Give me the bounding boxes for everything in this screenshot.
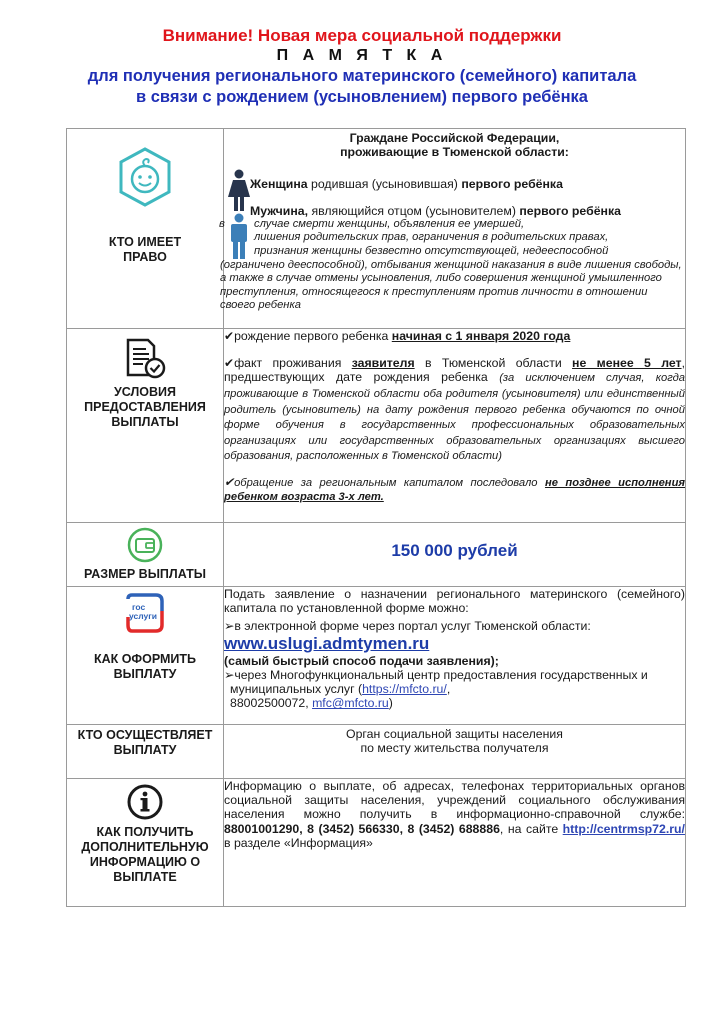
note-line-3: признания женщины безвестно отсутствующей, недееспособной	[254, 245, 609, 257]
apply-intro: Подать заявление о назначении регионального материнского (семейного) капитала по установленной форме можно:	[224, 587, 685, 616]
note-line-2: лишения родительских прав, ограничения в родительских правах,	[254, 231, 609, 244]
document-check-icon	[122, 337, 168, 381]
note-line-1: случае смерти женщины, объявления ее умершей,	[254, 217, 525, 230]
info-table	[66, 128, 686, 907]
mfc-email[interactable]: mfc@mfcto.ru	[312, 696, 389, 711]
arrow-icon: ➢	[224, 619, 235, 634]
citizens-heading-1: Граждане Российской Федерации,	[349, 131, 560, 145]
content-pays	[224, 725, 686, 779]
check-icon: ✔	[224, 474, 235, 489]
condition-2: ✔факт проживания заявителя в Тюменской области не менее 5 лет, предшествующих дате рождения ребенка (за исключением случая, когда проживающие в Тюменской области оба родителя (усыновителя) или единственный родитель (усыновитель) на дату рождения первого ребенка обучаются по очной форме обучения в государственных профессиональных образовательных организациях или государственных образовательных организациях высшего образования, расположенных в Тюменской области)	[224, 356, 685, 463]
row-more-info	[67, 779, 686, 907]
check-icon: ✔	[224, 329, 235, 343]
label-apply: КАК ОФОРМИТЬ ВЫПЛАТУ	[93, 652, 197, 681]
wallet-icon	[127, 527, 163, 563]
portal-link[interactable]: www.uslugi.admtymen.ru	[224, 633, 430, 653]
baby-face-icon	[115, 147, 175, 207]
apply-option-online: ➢в электронной форме через портал услуг Тюменской области:	[224, 619, 591, 634]
label-who: КТО ИМЕЕТ ПРАВО	[108, 235, 182, 264]
pays-line-1: Орган социальной защиты населения	[346, 727, 563, 741]
header-subtitle-1: для получения регионального материнского (семейного) капитала	[87, 67, 637, 85]
label-pays: КТО ОСУЩЕСТВЛЯЕТ ВЫПЛАТУ	[77, 728, 213, 757]
content-info: Информацию о выплате, об адресах, телефонах территориальных органов социальной защиты населения, учреждений социального обслуживания населения можно получить в информационно-справочной службе: 88001001290, 8 (3452) 566330, 8 (3452) 688886, на сайте http://centrmsp72.ru/ в разделе «Информация»	[224, 779, 686, 907]
row-how-apply	[67, 587, 686, 725]
row-amount	[67, 523, 686, 587]
label-cell-pays	[67, 725, 224, 779]
mfc-phone: 88002500072,	[230, 696, 313, 711]
row-conditions	[67, 329, 686, 523]
citizens-heading-2: проживающие в Тюменской области:	[340, 145, 569, 160]
content-who	[219, 129, 686, 329]
label-cell-info	[67, 779, 224, 907]
man-bold: Мужчина,	[250, 203, 309, 218]
check-icon: ✔	[224, 356, 235, 371]
info-phones: 88001001290, 8 (3452) 566330, 8 (3452) 688886	[224, 821, 500, 836]
info-icon	[126, 783, 164, 821]
condition-3: ✔обращение за региональным капиталом последовало не позднее исполнения ребенком возраста 3-х лет.	[224, 474, 685, 503]
content-conditions	[224, 329, 686, 523]
content-apply	[224, 587, 686, 725]
row-who-pays	[67, 725, 686, 779]
man-line	[224, 204, 685, 218]
label-amount: РАЗМЕР ВЫПЛАТЫ	[84, 567, 206, 581]
man-text: являющийся отцом (усыновителем)	[308, 203, 520, 218]
condition-1: ✔рождение первого ребенка начиная с 1 января 2020 года	[224, 329, 571, 343]
header	[0, 26, 724, 108]
label-cell-amount	[67, 523, 224, 587]
prefix-v: в	[219, 217, 225, 230]
mfc-link[interactable]: https://mfcto.ru/	[362, 682, 447, 697]
woman-bold: Женщина	[250, 177, 308, 192]
label-info: КАК ПОЛУЧИТЬ ДОПОЛНИТЕЛЬНУЮ ИНФОРМАЦИЮ О ВЫПЛАТЕ	[81, 825, 209, 884]
condition-1-date: начиная с 1 января 2020 года	[391, 329, 571, 343]
header-memo: П А М Я Т К А	[276, 47, 448, 64]
apply-option-mfc: ➢через Многофункциональный центр предоставления государственных и муниципальных услуг (https://mfcto.ru/, 88002500072, mfc@mfcto.ru)	[224, 667, 648, 711]
arrow-icon: ➢	[224, 667, 235, 682]
pays-line-2: по месту жительства получателя	[360, 741, 549, 756]
site-link[interactable]: http://centrmsp72.ru/	[562, 821, 685, 836]
note-rest: (ограничено дееспособной), отбывания женщиной наказания в виде лишения свободы, а также в случае отмены усыновления, либо совершения женщиной умышленного преступления, относящегося к преступлениям против личности в отношении своего ребенка	[220, 258, 682, 312]
header-attention: Внимание! Новая мера социальной поддержки	[162, 26, 562, 45]
label-cell-apply	[67, 587, 224, 725]
woman-icon	[226, 169, 252, 213]
gosuslugi-logo-icon	[122, 591, 168, 635]
man-first-child: первого ребёнка	[519, 203, 621, 218]
woman-text: родившая (усыновившая)	[307, 177, 462, 192]
woman-first-child: первого ребёнка	[461, 177, 563, 192]
content-amount	[224, 523, 686, 587]
label-cell-conditions	[67, 329, 224, 523]
row-who-eligible	[67, 129, 686, 329]
svg-text:гос: гос	[132, 602, 146, 612]
note-block	[219, 217, 685, 259]
header-subtitle-2: в связи с рождением (усыновлением) первого ребёнка	[136, 88, 588, 106]
label-cell-who	[67, 129, 224, 329]
woman-line	[224, 177, 685, 191]
fast-note: (самый быстрый способ подачи заявления);	[224, 653, 499, 668]
amount-value: 150 000 рублей	[391, 541, 518, 561]
label-conditions: УСЛОВИЯ ПРЕДОСТАВЛЕНИЯ ВЫПЛАТЫ	[84, 385, 206, 429]
svg-text:услуги: услуги	[129, 611, 158, 621]
